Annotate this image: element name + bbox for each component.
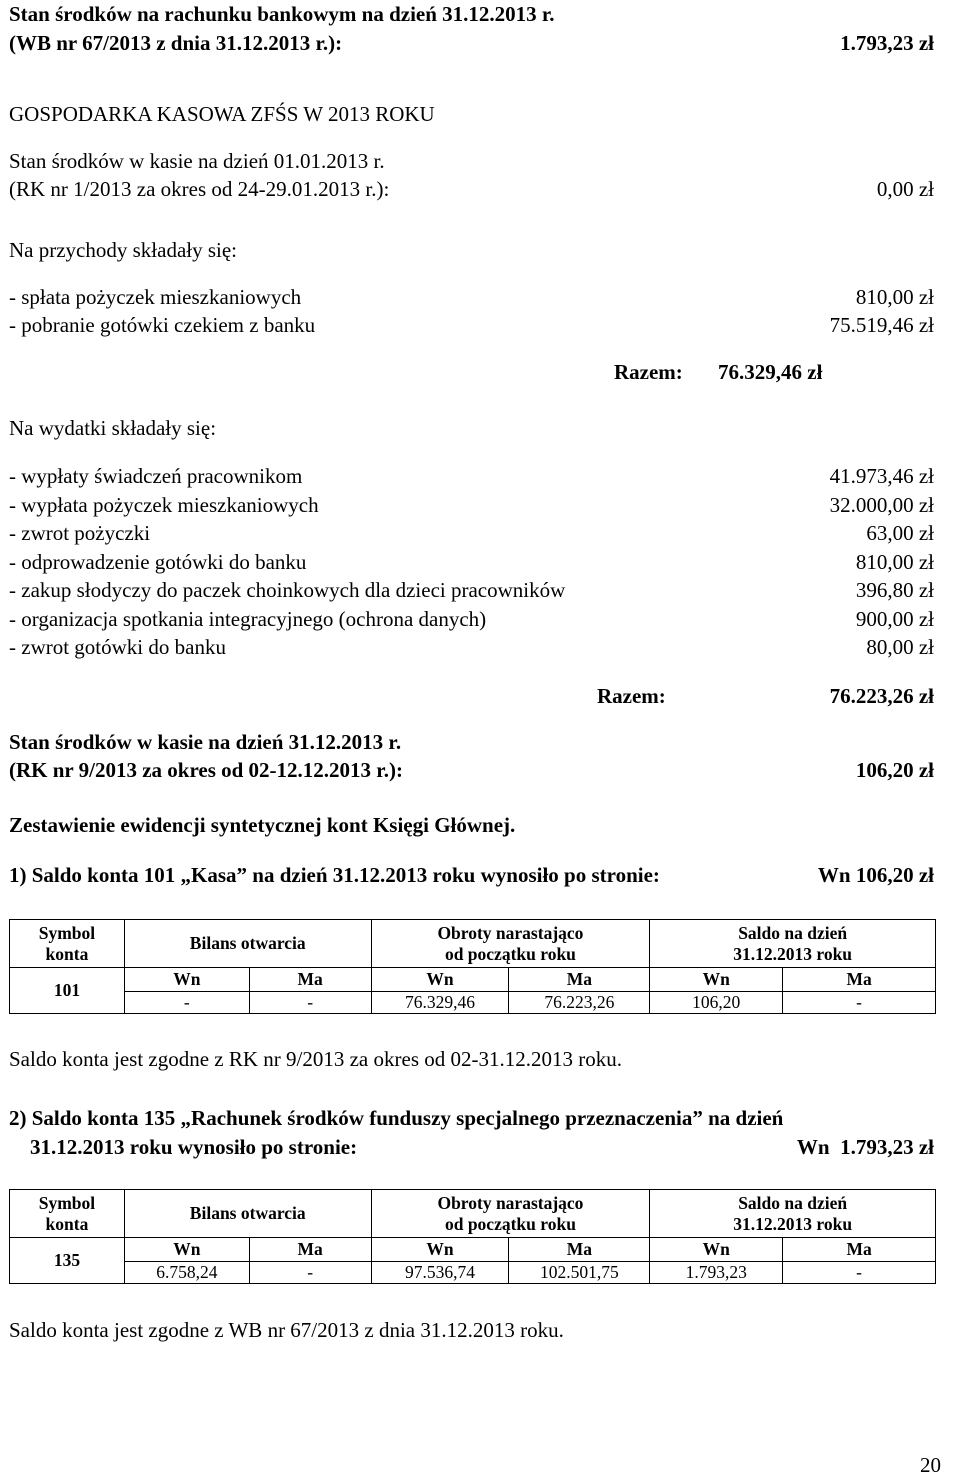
expense-item-amount: 63,00 zł — [866, 521, 934, 545]
wn-header: Wn — [124, 968, 249, 992]
expense-item-label: - zwrot pożyczki — [9, 521, 151, 545]
income-item-amount: 75.519,46 zł — [829, 313, 934, 337]
expense-total-amount: 76.223,26 zł — [829, 684, 934, 708]
cash-closing-line-2: (RK nr 9/2013 za okres od 02-12.12.2013 r.): — [9, 758, 403, 782]
page-number: 20 — [920, 1453, 941, 1477]
symbol-header: Symbol konta — [10, 1190, 125, 1238]
cash-opening-line-1: Stan środków w kasie na dzień 01.01.2013 r. — [9, 149, 385, 173]
obroty-header: Obroty narastająco od początku roku — [371, 920, 650, 968]
expense-item-label: - zwrot gotówki do banku — [9, 635, 226, 659]
wn-header: Wn — [124, 1238, 249, 1262]
income-item-label: - pobranie gotówki czekiem z banku — [9, 313, 316, 337]
cash-opening-amount: 0,00 zł — [876, 177, 934, 201]
cash-closing-line-1: Stan środków w kasie na dzień 31.12.2013 r. — [9, 730, 402, 754]
expense-item-amount: 396,80 zł — [855, 578, 934, 602]
saldo-header: Saldo na dzień 31.12.2013 roku — [650, 1190, 936, 1238]
income-item-amount: 810,00 zł — [855, 285, 934, 309]
cash-closing-amount: 106,20 zł — [855, 758, 934, 782]
saldo-header: Saldo na dzień 31.12.2013 roku — [650, 920, 936, 968]
table-cell: 1.793,23 — [650, 1262, 783, 1284]
ledger-heading: Zestawienie ewidencji syntetycznej kont Księgi Głównej. — [9, 813, 516, 837]
bilans-header: Bilans otwarcia — [124, 920, 371, 968]
expense-item-amount: 80,00 zł — [866, 635, 934, 659]
expense-item-amount: 32.000,00 zł — [829, 493, 934, 517]
table-cell: - — [783, 1262, 936, 1284]
table-cell: 76.329,46 — [371, 992, 509, 1014]
expense-item-label: - zakup słodyczy do paczek choinkowych dla dzieci pracowników — [9, 578, 566, 602]
bank-balance-amount: 1.793,23 zł — [840, 31, 934, 55]
expense-heading: Na wydatki składały się: — [9, 416, 217, 440]
ma-header: Ma — [249, 968, 371, 992]
ma-header: Ma — [249, 1238, 371, 1262]
income-heading: Na przychody składały się: — [9, 238, 238, 262]
cash-opening-line-2: (RK nr 1/2013 za okres od 24-29.01.2013 r.): — [9, 177, 390, 201]
expense-item-label: - organizacja spotkania integracyjnego (ochrona danych) — [9, 607, 487, 631]
account-number: 135 — [10, 1238, 125, 1284]
table-cell: - — [249, 1262, 371, 1284]
expense-item-label: - wypłaty świadczeń pracownikom — [9, 464, 303, 488]
wn-header: Wn — [371, 968, 509, 992]
symbol-header: Symbol konta — [10, 920, 125, 968]
table-cell: 97.536,74 — [371, 1262, 509, 1284]
ma-header: Ma — [509, 968, 650, 992]
account-101-amount: Wn 106,20 zł — [817, 863, 934, 887]
table-cell: 102.501,75 — [509, 1262, 650, 1284]
expense-item-label: - odprowadzenie gotówki do banku — [9, 550, 307, 574]
expense-item-amount: 900,00 zł — [855, 607, 934, 631]
table-row — [10, 1262, 936, 1284]
account-135-line-2: 31.12.2013 roku wynosiło po stronie: — [30, 1135, 358, 1159]
ma-header: Ma — [783, 1238, 936, 1262]
expense-item-amount: 810,00 zł — [855, 550, 934, 574]
account-135-line-1: 2) Saldo konta 135 „Rachunek środków funduszy specjalnego przeznaczenia” na dzień — [9, 1106, 784, 1130]
income-total-label: Razem: — [614, 360, 683, 384]
wn-header: Wn — [650, 1238, 783, 1262]
table-cell: 6.758,24 — [124, 1262, 249, 1284]
expense-item-label: - wypłata pożyczek mieszkaniowych — [9, 493, 319, 517]
table-cell: - — [783, 992, 936, 1014]
obroty-header: Obroty narastająco od początku roku — [371, 1190, 650, 1238]
ma-header: Ma — [783, 968, 936, 992]
table-row — [10, 992, 936, 1014]
income-total-amount: 76.329,46 zł — [718, 360, 823, 384]
ma-header: Ma — [509, 1238, 650, 1262]
table-cell: - — [249, 992, 371, 1014]
table-cell: 106,20 — [650, 992, 783, 1014]
expense-total-label: Razem: — [597, 684, 666, 708]
account-101-table — [9, 919, 936, 1014]
expense-item-amount: 41.973,46 zł — [829, 464, 934, 488]
wn-header: Wn — [650, 968, 783, 992]
account-101-note: Saldo konta jest zgodne z RK nr 9/2013 za okres od 02-31.12.2013 roku. — [9, 1047, 622, 1071]
cash-heading: GOSPODARKA KASOWA ZFŚS W 2013 ROKU — [9, 102, 435, 126]
table-cell: 76.223,26 — [509, 992, 650, 1014]
account-number: 101 — [10, 968, 125, 1014]
table-cell: - — [124, 992, 249, 1014]
bank-balance-line-2: (WB nr 67/2013 z dnia 31.12.2013 r.): — [9, 31, 343, 55]
account-135-amount: Wn 1.793,23 zł — [796, 1135, 934, 1159]
bank-balance-line-1: Stan środków na rachunku bankowym na dzień 31.12.2013 r. — [9, 2, 555, 26]
account-101-line: 1) Saldo konta 101 „Kasa” na dzień 31.12.2013 roku wynosiło po stronie: — [9, 863, 660, 887]
wn-header: Wn — [371, 1238, 509, 1262]
account-135-table — [9, 1189, 936, 1284]
bilans-header: Bilans otwarcia — [124, 1190, 371, 1238]
account-135-note: Saldo konta jest zgodne z WB nr 67/2013 z dnia 31.12.2013 roku. — [9, 1318, 564, 1342]
income-item-label: - spłata pożyczek mieszkaniowych — [9, 285, 302, 309]
